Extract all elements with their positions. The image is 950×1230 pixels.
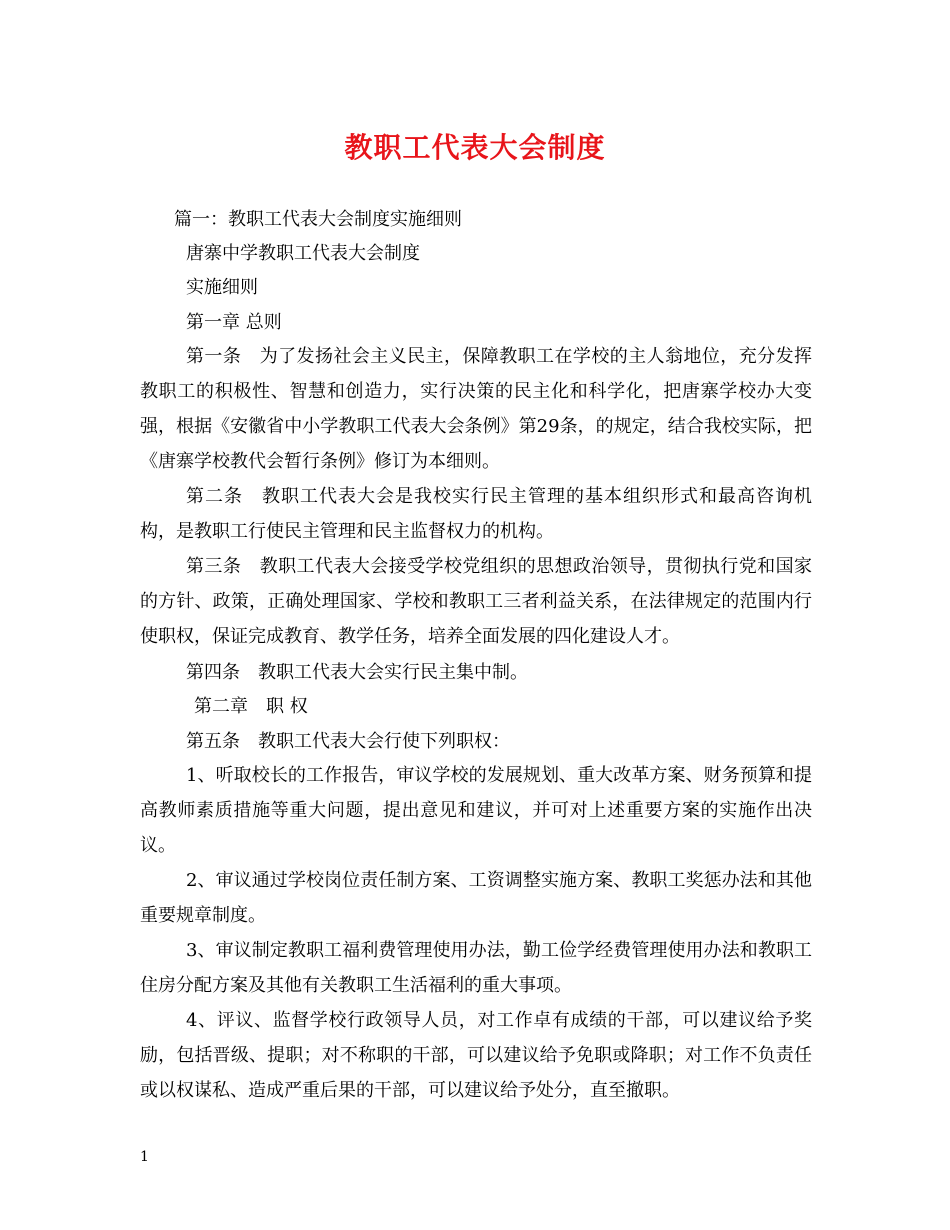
document-title: 教职工代表大会制度	[344, 131, 606, 164]
school-title: 唐寨中学教职工代表大会制度	[186, 243, 420, 264]
article-2: 第二条 教职工代表大会是我校实行民主管理的基本组织形式和最高咨询机构，是教职工行使民主管理和民主监督权力的机构。	[140, 486, 812, 542]
article-5: 第五条 教职工代表大会行使下列职权：	[186, 731, 510, 752]
page-number: 1	[140, 1149, 149, 1165]
chapter-heading-2: 第二章 职 权	[194, 696, 308, 717]
heading-piece: 篇一：教职工代表大会制度实施细则	[174, 209, 462, 230]
list-item-4: 4、评议、监督学校行政领导人员，对工作卓有成绩的干部，可以建议给予奖励，包括晋级、提职；对不称职的干部，可以建议给予免职或降职；对工作不负责任或以权谋私、造成严重后果的干部，可以建议给予处分，直至撤职。	[140, 1010, 812, 1101]
article-4: 第四条 教职工代表大会实行民主集中制。	[186, 662, 528, 683]
chapter-heading-1: 第一章 总则	[186, 312, 282, 333]
list-item-3: 3、审议制定教职工福利费管理使用办法，勤工俭学经费管理使用办法和教职工住房分配方案及其他有关教职工生活福利的重大事项。	[140, 940, 812, 996]
list-item-1: 1、听取校长的工作报告，审议学校的发展规划、重大改革方案、财务预算和提高教师素质措施等重大问题，提出意见和建议，并可对上述重要方案的实施作出决议。	[140, 765, 812, 856]
subtitle: 实施细则	[186, 277, 258, 298]
article-3: 第三条 教职工代表大会接受学校党组织的思想政治领导，贯彻执行党和国家的方针、政策，正确处理国家、学校和教职工三者利益关系，在法律规定的范围内行使职权，保证完成教育、教学任务，培养全面发展的四化建设人才。	[140, 556, 812, 647]
article-1: 第一条 为了发扬社会主义民主，保障教职工在学校的主人翁地位，充分发挥教职工的积极性、智慧和创造力，实行决策的民主化和科学化，把唐寨学校办大变强，根据《安徽省中小学教职工代表大会条例》第29条，的规定，结合我校实际，把《唐寨学校教代会暂行条例》修订为本细则。	[140, 346, 812, 472]
list-item-2: 2、审议通过学校岗位责任制方案、工资调整实施方案、教职工奖惩办法和其他重要规章制度。	[140, 870, 812, 926]
